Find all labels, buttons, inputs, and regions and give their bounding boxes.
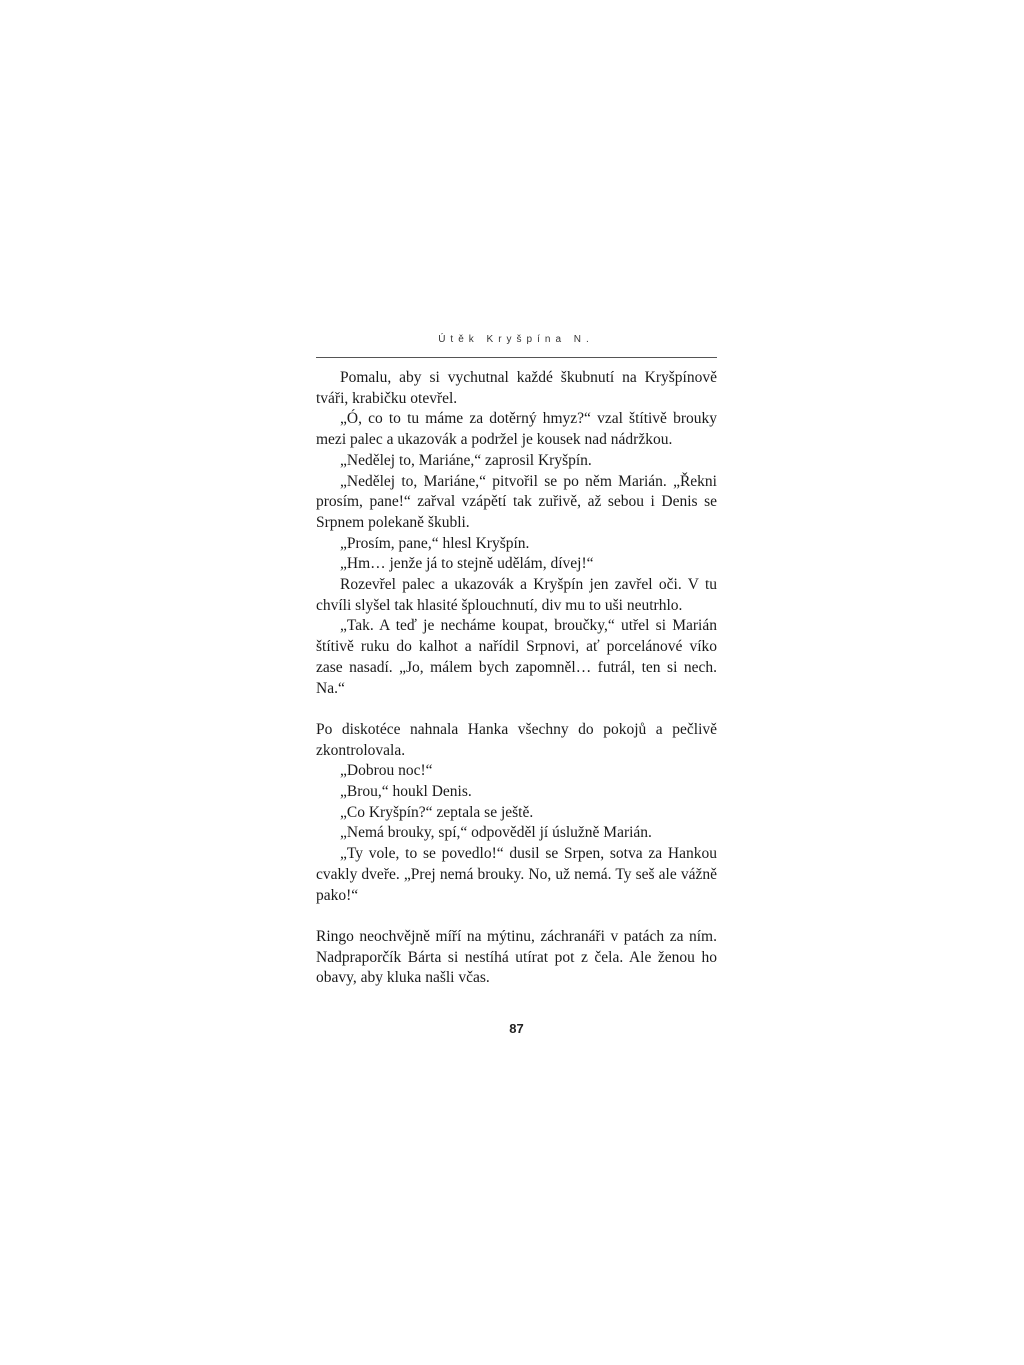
paragraph: „Prosím, pane,“ hlesl Kryšpín. [340, 534, 530, 552]
paragraph: Po diskotéce nahnala Hanka všechny do pokojů a pečlivě zkontrolovala. [316, 720, 717, 759]
section-break [316, 699, 717, 720]
page-number: 87 [509, 1021, 524, 1036]
paragraph: Ringo neochvějně míří na mýtinu, záchranáři v patách za ním. Nadpraporčík Bárta si nestíhá utírat pot z čela. Ale ženou ho obavy, aby kluka našli včas. [316, 927, 717, 987]
paragraph: „Nemá brouky, spí,“ odpověděl jí úslužně Marián. [340, 824, 652, 842]
header-rule [316, 357, 717, 358]
running-header: Útěk Kryšpína N. [438, 334, 594, 345]
body-text [316, 368, 717, 989]
paragraph: „Ó, co to tu máme za dotěrný hmyz?“ vzal štítivě brouky mezi palec a ukazovák a podržel je kousek nad nádržkou. [316, 410, 717, 449]
paragraph: „Ty vole, to se povedlo!“ dusil se Srpen, sotva za Hankou cvakly dveře. „Prej nemá brouky. No, už nemá. Ty seš ale vážně pako!“ [316, 845, 717, 904]
paragraph: Rozevřel palec a ukazovák a Kryšpín jen zavřel oči. V tu chvíli slyšel tak hlasité šplouchnutí, div mu to uši neutrhlo. [316, 576, 717, 614]
paragraph: „Brou,“ houkl Denis. [340, 783, 472, 801]
paragraph: „Tak. A teď je necháme koupat, broučky,“ utřel si Marián štítivě ruku do kalhot a nařídil Srpnovi, ať porcelánové víko zase nasadí. „Jo, málem bych zapomněl… futrál, ten si nech. Na.“ [316, 617, 717, 697]
paragraph: „Co Kryšpín?“ zeptala se ještě. [340, 803, 534, 821]
section-break [316, 906, 717, 927]
paragraph: Pomalu, aby si vychutnal každé škubnutí na Kryšpínově tváři, krabičku otevřel. [316, 369, 717, 407]
paragraph: „Hm… jenže já to stejně udělám, dívej!“ [340, 555, 594, 573]
paragraph: „Nedělej to, Mariáne,“ pitvořil se po něm Marián. „Řekni prosím, pane!“ zařval vzápětí tak zuřivě, až sebou i Denis se Srpnem polekaně škubli. [316, 472, 717, 531]
paragraph: „Nedělej to, Mariáne,“ zaprosil Kryšpín. [340, 451, 592, 469]
paragraph: „Dobrou noc!“ [340, 762, 433, 780]
